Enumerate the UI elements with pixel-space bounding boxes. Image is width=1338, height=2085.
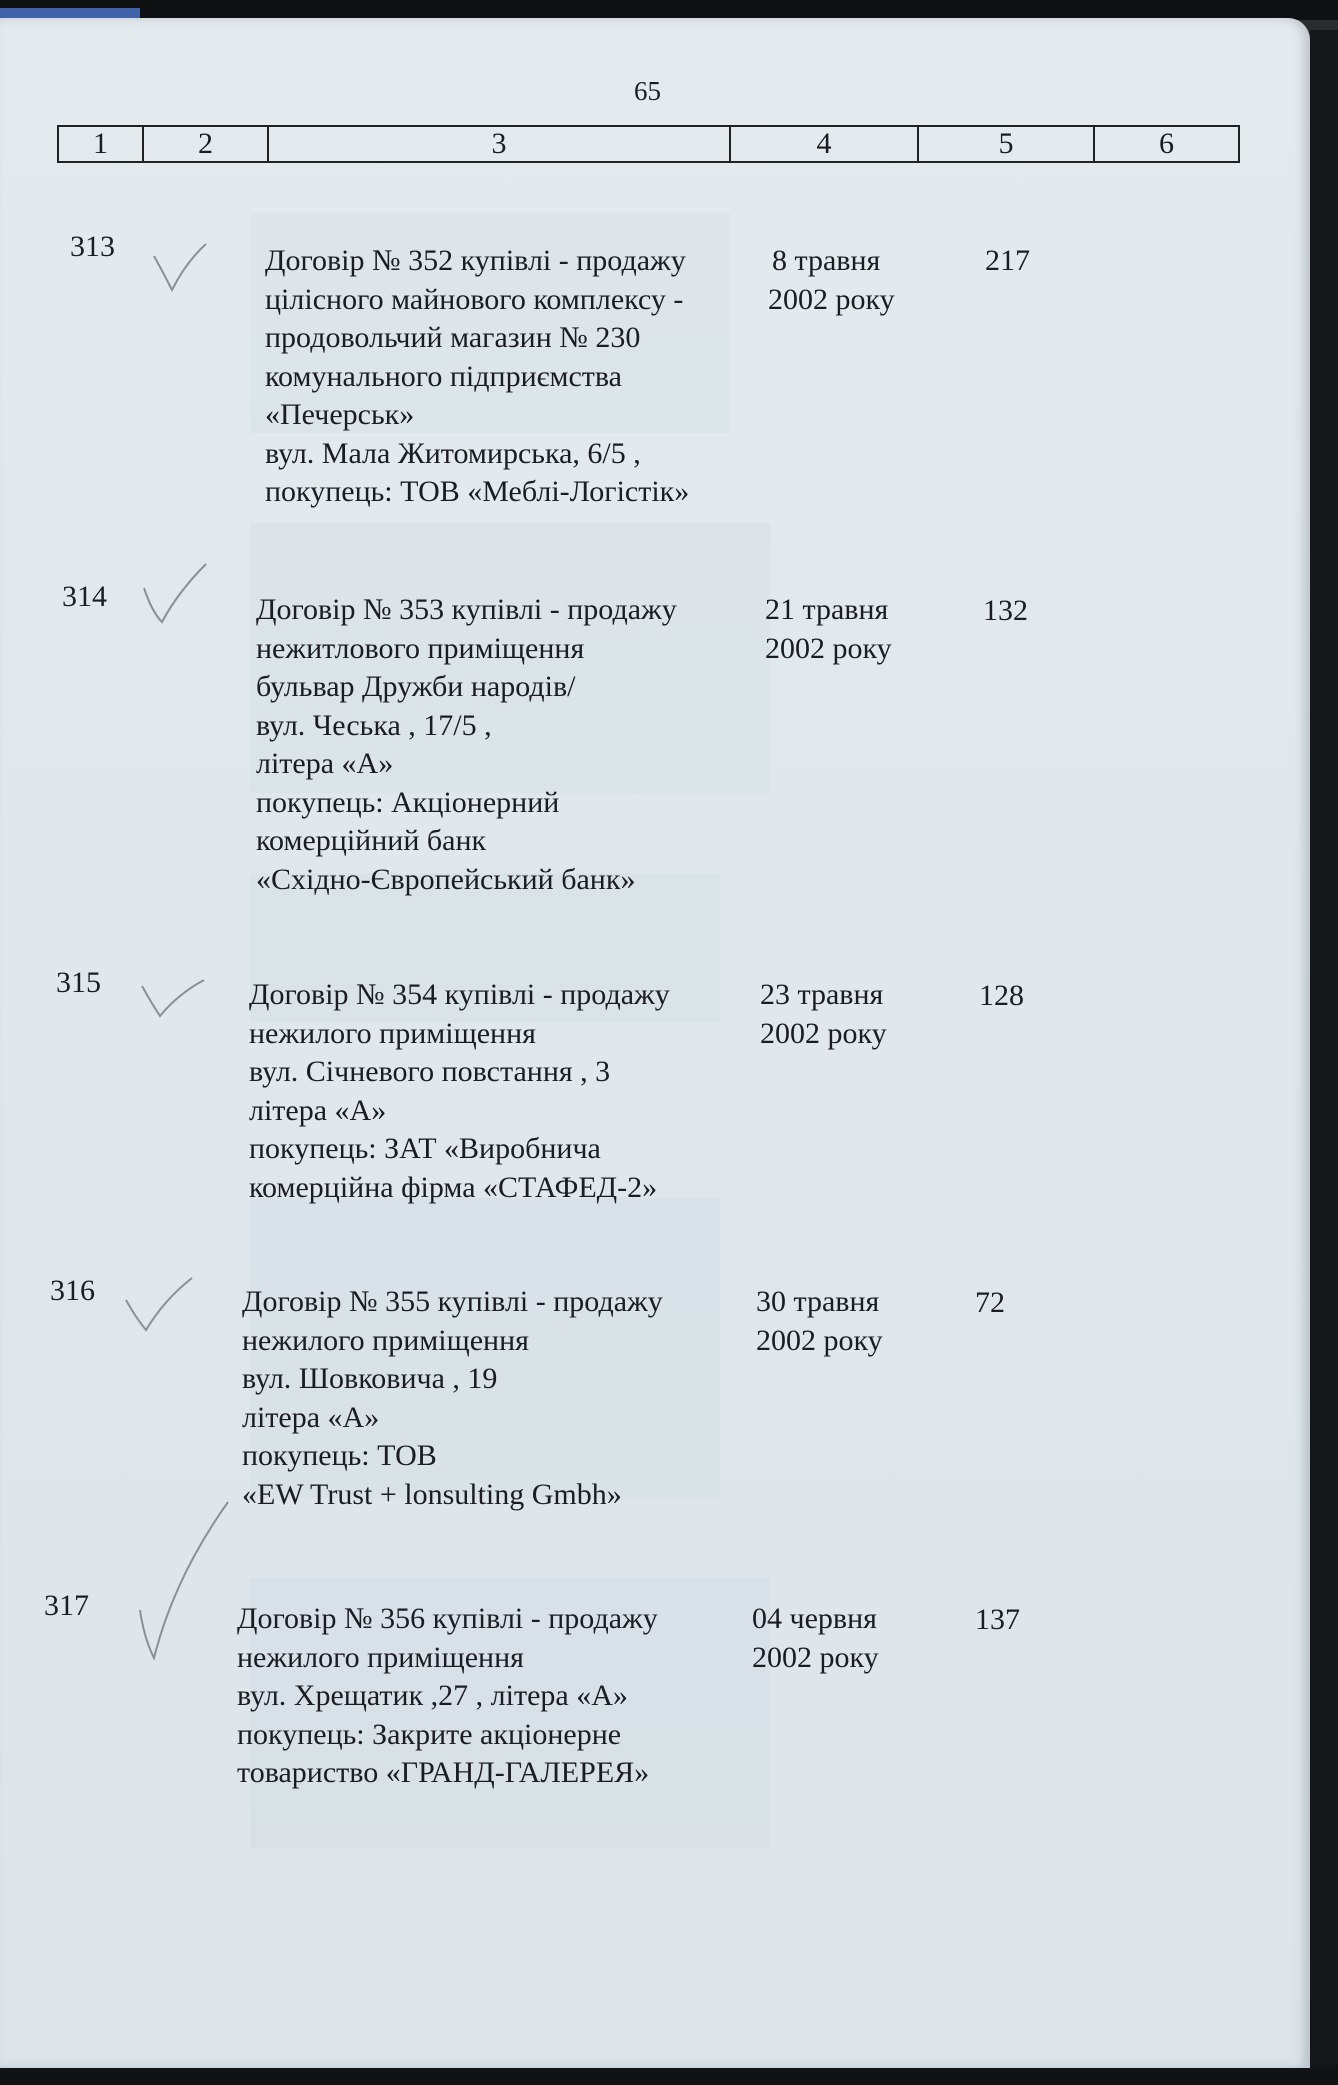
column-header-3: 3 (269, 127, 731, 161)
record-date: 23 травня 2002 року (760, 978, 887, 1050)
scan-top-border (0, 0, 1338, 20)
checkmark-icon (150, 240, 210, 302)
scan-bottom-border (0, 2066, 1338, 2085)
record-date: 21 травня 2002 року (765, 593, 892, 665)
row-number: 316 (50, 1274, 95, 1307)
page-number: 65 (634, 76, 661, 106)
record-amount: 128 (979, 979, 1024, 1012)
column-header-5: 5 (919, 127, 1095, 161)
record-date: 04 червня 2002 року (752, 1602, 879, 1674)
column-header-1: 1 (59, 127, 144, 161)
column-header-4: 4 (731, 127, 919, 161)
column-header-6: 6 (1159, 127, 1174, 160)
row-number: 317 (44, 1589, 89, 1622)
checkmark-icon (140, 560, 210, 635)
record-amount: 132 (983, 594, 1028, 627)
document-page (0, 18, 1310, 2068)
checkmark-icon (134, 1498, 234, 1668)
scan-right-border (1310, 30, 1338, 2070)
checkmark-icon (122, 1272, 197, 1340)
record-description: Договір № 355 купівлі - продажу нежилого приміщення вул. Шовковича , 19 літера «А» покупець: ТОВ «EW Trust + lonsulting Gmbh» (242, 1285, 663, 1511)
record-description: Договір № 356 купівлі - продажу нежилого приміщення вул. Хрещатик ,27 , літера «А» покупець: Закрите акціонерне товариство «ГРАНД-ГАЛЕРЕЯ» (237, 1602, 658, 1789)
record-amount: 217 (985, 244, 1030, 277)
column-header-2: 2 (144, 127, 269, 161)
row-number: 314 (62, 580, 107, 613)
record-amount: 137 (975, 1603, 1020, 1636)
row-number: 313 (70, 230, 115, 263)
checkmark-icon (138, 974, 208, 1024)
record-date: 8 травня 2002 року (768, 244, 895, 316)
record-description: Договір № 354 купівлі - продажу нежилого приміщення вул. Січневого повстання , 3 літера «А» покупець: ЗАТ «Виробнича комерційна фірма «СТАФЕД-2» (249, 978, 670, 1204)
column-header-table (57, 125, 1240, 163)
record-date: 30 травня 2002 року (756, 1285, 883, 1357)
record-description: Договір № 353 купівлі - продажу нежитлового приміщення бульвар Дружби народів/ вул. Чеська , 17/5 , літера «А» покупець: Акціонерний комерційний банк «Східно-Європейський банк» (256, 593, 677, 896)
record-description: Договір № 352 купівлі - продажу цілісного майнового комплексу - продовольчий магазин № 230 комунального підприємства «Печерськ» вул. Мала Житомирська, 6/5 , покупець: ТОВ «Меблі-Логістік» (265, 244, 690, 508)
row-number: 315 (56, 966, 101, 999)
record-amount: 72 (975, 1286, 1005, 1319)
